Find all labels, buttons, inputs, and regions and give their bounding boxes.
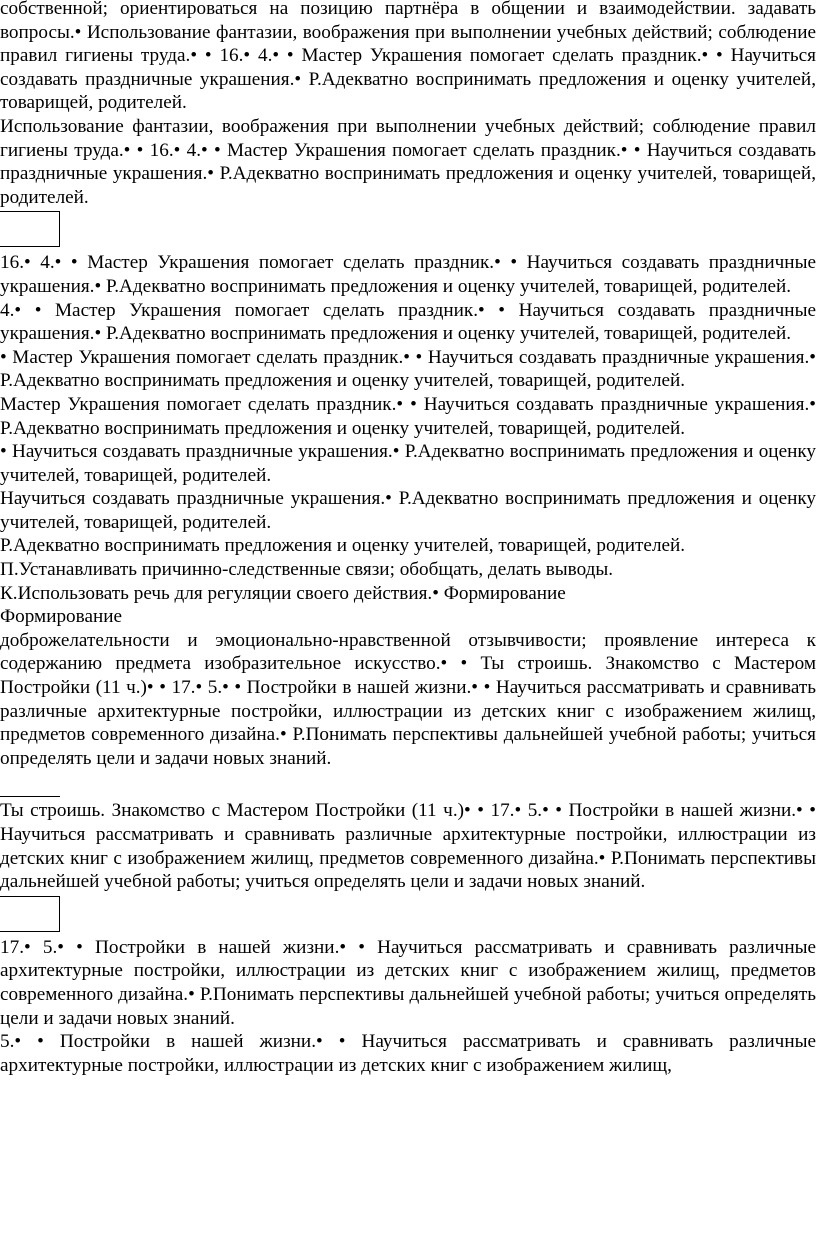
- spacer: [0, 770, 816, 784]
- paragraph-11: К.Использовать речь для регуляции своего действия.• Формирование: [0, 582, 566, 604]
- paragraph-16: 5.• • Постройки в нашей жизни.• • Научиться рассматривать и сравнивать различные архитектурные постройки, иллюстрации из детских книг с изображением жилищ,: [0, 1031, 816, 1076]
- paragraph-9: Р.Адекватно воспринимать предложения и оценку учителей, товарищей, родителей.: [0, 535, 686, 557]
- table-cell-box: [0, 896, 60, 932]
- paragraph-10: П.Устанавливать причинно-следственные связи; обобщать, делать выводы.: [0, 559, 614, 581]
- paragraph-1: собственной; ориентироваться на позицию партнёра в общении и взаимодействии. задавать вопросы.• Использование фантазии, воображения при выполнении учебных действий; соблюдение правил гигиены труда.• • 16.• 4.• • Мастер Украшения помогает сделать праздник.• • Научиться создавать праздничные украшения.• Р.Адекватно воспринимать предложения и оценку учителей, товарищей, родителей.: [0, 0, 816, 114]
- paragraph-6: Мастер Украшения помогает сделать праздник.• • Научиться создавать праздничные украшения.• Р.Адекватно воспринимать предложения и оценку учителей, товарищей, родителей.: [0, 393, 816, 439]
- paragraph-12: Формирование: [0, 606, 123, 628]
- paragraph-5: • Мастер Украшения помогает сделать праздник.• • Научиться создавать праздничные украшения.• Р.Адекватно воспринимать предложения и оценку учителей, товарищей, родителей.: [0, 346, 816, 392]
- paragraph-14: Ты строишь. Знакомство с Мастером Постройки (11 ч.)• • 17.• 5.• • Постройки в нашей жизни.• • Научиться рассматривать и сравнивать различные архитектурные постройки, иллюстрации из детских книг с изображением жилищ, предметов современного дизайна.• Р.Понимать перспективы дальнейшей учебной работы; учиться определять цели и задачи новых знаний.: [0, 800, 816, 893]
- table-cell-box: [0, 211, 60, 247]
- paragraph-13: доброжелательности и эмоционально-нравственной отзывчивости; проявление интереса к содержанию предмета изобразительное искусство.• • Ты строишь. Знакомство с Мастером Постройки (11 ч.)• • 17.• 5.• • Постройки в нашей жизни.• • Научиться рассматривать и сравнивать различные архитектурные постройки, иллюстрации из детских книг с изображением жилищ, предметов современного дизайна.• Р.Понимать перспективы дальнейшей учебной работы; учиться определять цели и задачи новых знаний.: [0, 629, 816, 769]
- paragraph-15: 17.• 5.• • Постройки в нашей жизни.• • Научиться рассматривать и сравнивать различные архитектурные постройки, иллюстрации из детских книг с изображением жилищ, предметов современного дизайна.• Р.Понимать перспективы дальнейшей учебной работы; учиться определять цели и задачи новых знаний.: [0, 936, 816, 1029]
- divider-rule: [0, 796, 60, 797]
- paragraph-7: • Научиться создавать праздничные украшения.• Р.Адекватно воспринимать предложения и оценку учителей, товарищей, родителей.: [0, 441, 816, 486]
- paragraph-2: Использование фантазии, воображения при выполнении учебных действий; соблюдение правил гигиены труда.• • 16.• 4.• • Мастер Украшения помогает сделать праздник.• • Научиться создавать праздничные украшения.• Р.Адекватно воспринимать предложения и оценку учителей, товарищей, родителей.: [0, 115, 816, 208]
- paragraph-3: 16.• 4.• • Мастер Украшения помогает сделать праздник.• • Научиться создавать праздничные украшения.• Р.Адекватно воспринимать предложения и оценку учителей, товарищей, родителей.: [0, 252, 816, 297]
- paragraph-4: 4.• • Мастер Украшения помогает сделать праздник.• • Научиться создавать праздничные украшения.• Р.Адекватно воспринимать предложения и оценку учителей, товарищей, родителей.: [0, 299, 816, 345]
- paragraph-8: Научиться создавать праздничные украшения.• Р.Адекватно воспринимать предложения и оценку учителей, товарищей, родителей.: [0, 488, 816, 533]
